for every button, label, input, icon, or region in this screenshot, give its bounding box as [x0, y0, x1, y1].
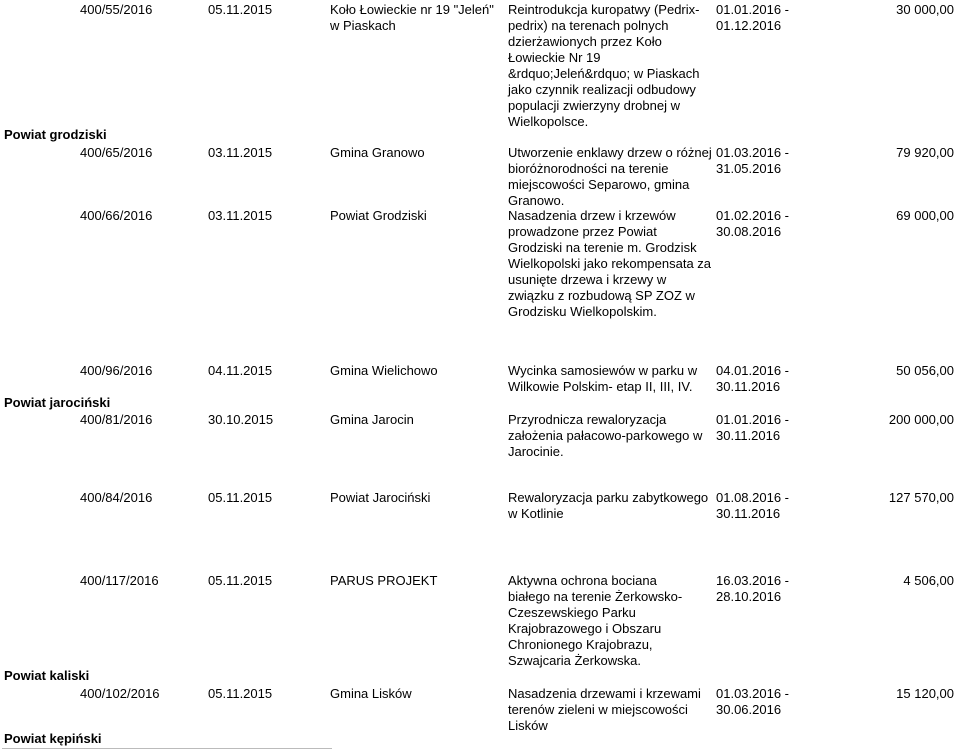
entry-number: 400/65/2016: [80, 145, 153, 160]
entry-beneficiary: Powiat Jarociński: [330, 490, 431, 505]
entry-date: 05.11.2015: [208, 2, 273, 17]
entry-date: 05.11.2015: [208, 686, 273, 701]
entry-date: 05.11.2015: [208, 490, 273, 505]
entry-number: 400/102/2016: [80, 686, 160, 701]
entry-number: 400/84/2016: [80, 490, 153, 505]
entry-period: 01.03.2016 - 31.05.2016: [716, 145, 790, 176]
entry-date: 03.11.2015: [208, 208, 273, 223]
entry-amount: 127 570,00: [888, 490, 954, 505]
entry-beneficiary: Koło Łowieckie nr 19 "Jeleń" w Piaskach: [330, 2, 494, 33]
entry-beneficiary: PARUS PROJEKT: [330, 573, 438, 588]
entry-title: Rewaloryzacja parku zabytkowego w Kotlinie: [508, 490, 709, 521]
entry-period: 04.01.2016 - 30.11.2016: [716, 363, 790, 394]
entry-beneficiary: Gmina Jarocin: [330, 412, 414, 427]
entry-title: Utworzenie enklawy drzew o różnej bioróżnorodności na terenie miejscowości Separowo, gmina Granowo.: [508, 145, 712, 208]
district-heading: Powiat kaliski: [4, 668, 90, 683]
entry-amount: 50 056,00: [896, 363, 954, 378]
entry-beneficiary: Gmina Wielichowo: [330, 363, 438, 378]
entry-number: 400/81/2016: [80, 412, 153, 427]
entry-date: 04.11.2015: [208, 363, 273, 378]
entry-amount: 200 000,00: [888, 412, 954, 427]
entry-amount: 30 000,00: [896, 2, 954, 17]
entry-title: Reintrodukcja kuropatwy (Pedrix-pedrix) na terenach polnych dzierżawionych przez Koło Łowieckie Nr 19 &rdquo;Jeleń&rdquo; w Piaskach jako czynnik realizacji odbudowy populacji zwierzyny drobnej w Wielkopolsce.: [508, 2, 700, 129]
entry-date: 30.10.2015: [208, 412, 274, 427]
district-heading: Powiat jarociński: [4, 395, 111, 410]
entry-period: 01.01.2016 - 01.12.2016: [716, 2, 790, 33]
entry-title: Nasadzenia drzew i krzewów prowadzone przez Powiat Grodziski na terenie m. Grodzisk Wielkopolski jako rekompensata za usunięte drzewa i krzewy w związku z rozbudową SP ZOZ w Grodzisku Wielkopolskim.: [508, 208, 712, 319]
entry-date: 03.11.2015: [208, 145, 273, 160]
entry-number: 400/55/2016: [80, 2, 153, 17]
entry-period: 01.08.2016 - 30.11.2016: [716, 490, 790, 521]
district-heading: Powiat kępiński: [4, 731, 102, 746]
entry-number: 400/66/2016: [80, 208, 153, 223]
entry-period: 01.02.2016 - 30.08.2016: [716, 208, 790, 239]
entry-number: 400/96/2016: [80, 363, 153, 378]
entry-title: Aktywna ochrona bociana białego na terenie Żerkowsko-Czeszewskiego Parku Krajobrazowego i Obszaru Chronionego Krajobrazu, Szwajcaria Żerkowska.: [508, 573, 683, 668]
entry-amount: 15 120,00: [896, 686, 954, 701]
entry-beneficiary: Gmina Granowo: [330, 145, 425, 160]
entry-period: 01.01.2016 - 30.11.2016: [716, 412, 790, 443]
entry-amount: 79 920,00: [896, 145, 954, 160]
entry-title: Wycinka samosiewów w parku w Wilkowie Polskim- etap II, III, IV.: [508, 363, 698, 394]
entry-amount: 4 506,00: [903, 573, 954, 588]
entry-period: 01.03.2016 - 30.06.2016: [716, 686, 790, 717]
entry-number: 400/117/2016: [80, 573, 159, 588]
entry-date: 05.11.2015: [208, 573, 273, 588]
district-heading: Powiat grodziski: [4, 127, 107, 142]
entry-title: Nasadzenia drzewami i krzewami terenów zieleni w miejscowości Lisków: [508, 686, 701, 733]
entry-title: Przyrodnicza rewaloryzacja założenia pałacowo-parkowego w Jarocinie.: [508, 412, 703, 459]
entry-beneficiary: Gmina Lisków: [330, 686, 412, 701]
entry-period: 16.03.2016 - 28.10.2016: [716, 573, 790, 604]
divider: [2, 748, 332, 749]
entry-beneficiary: Powiat Grodziski: [330, 208, 427, 223]
entry-amount: 69 000,00: [896, 208, 954, 223]
